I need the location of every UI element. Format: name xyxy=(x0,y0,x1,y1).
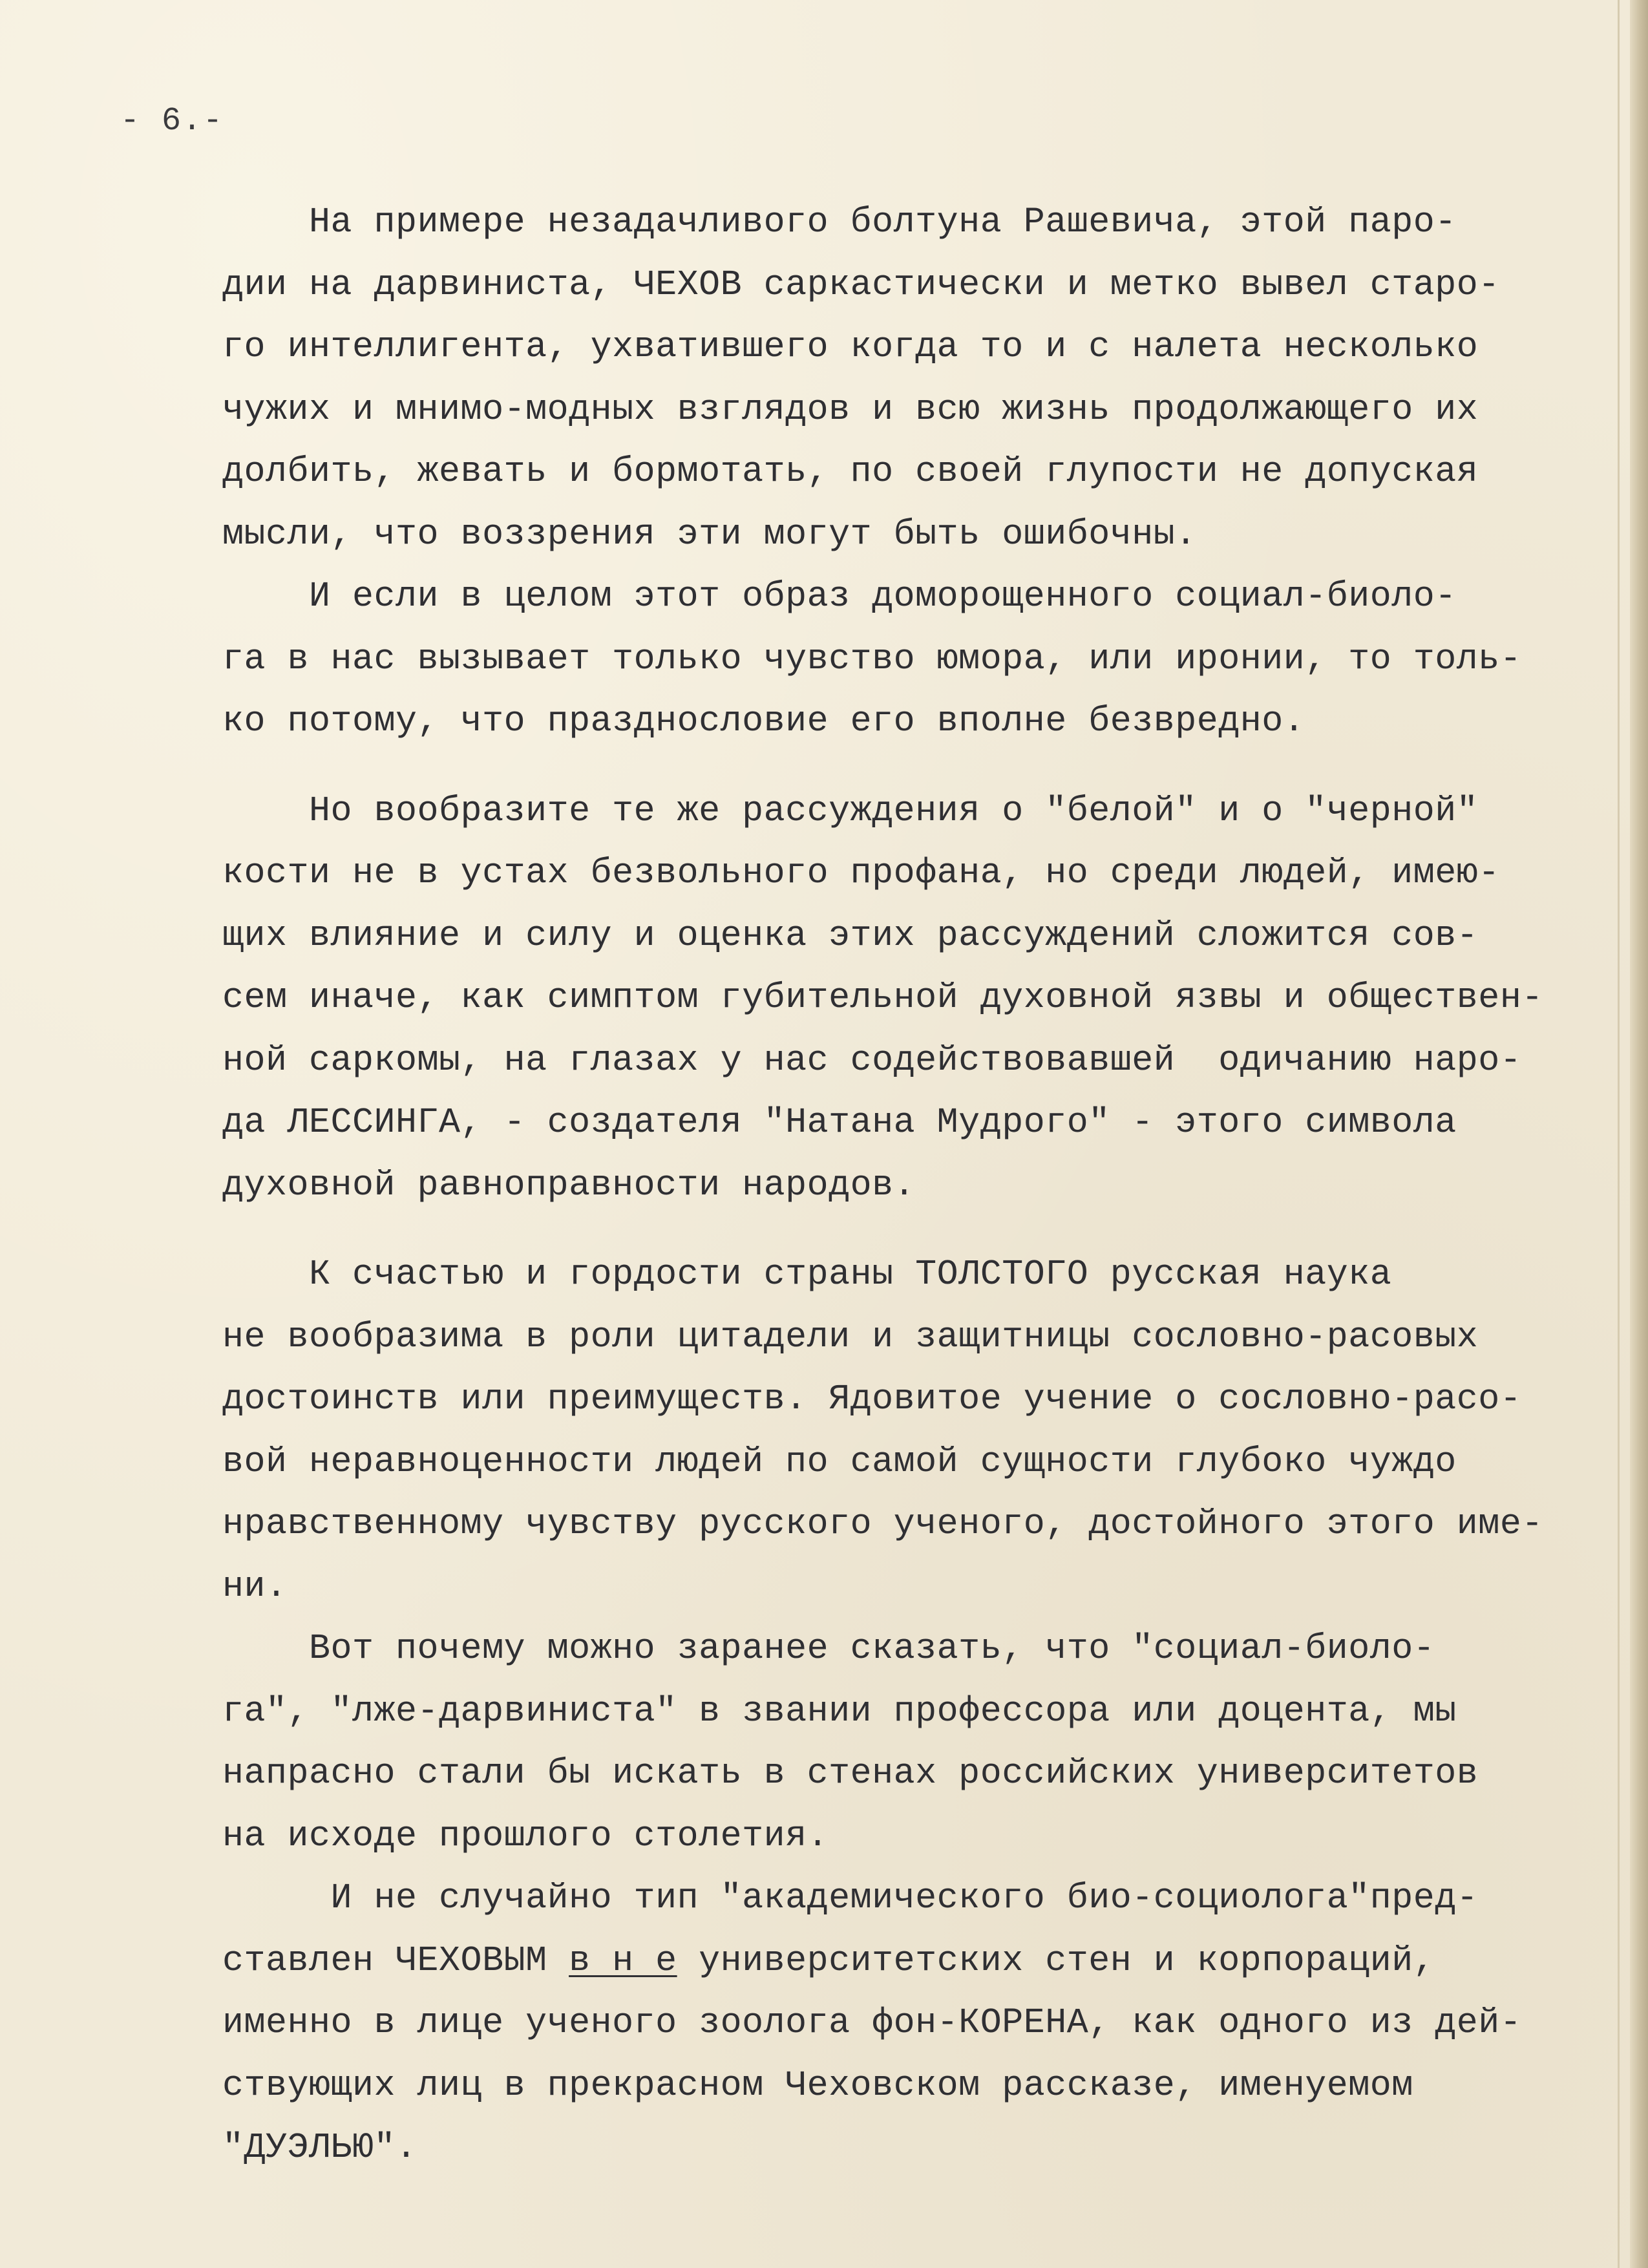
paragraph-3 xyxy=(222,780,1560,1217)
text-line: да ЛЕССИНГА, - создателя "Натана Мудрого" - этого символа xyxy=(222,1102,1457,1143)
text-line: чужих и мнимо-модных взглядов и всю жизнь продолжающего их xyxy=(222,388,1479,430)
emph-after: университетских стен и корпораций, xyxy=(677,1940,1435,1981)
text-line: га в нас вызывает только чувство юмора, или иронии, то толь- xyxy=(222,638,1522,679)
text-line: На примере незадачливого болтуна Рашевича, этой паро- xyxy=(222,202,1457,242)
paragraph-2 xyxy=(222,566,1560,753)
text-line: не вообразима в роли цитадели и защитницы сословно-расовых xyxy=(222,1316,1479,1357)
paragraph-6 xyxy=(222,1867,1560,2179)
text-line: вой неравноценности людей по самой сущности глубоко чуждо xyxy=(222,1441,1457,1482)
document-body xyxy=(222,191,1560,2179)
text-line: нравственному чувству русского ученого, достойного этого име- xyxy=(222,1503,1543,1544)
paragraph-gap xyxy=(222,753,1560,780)
text-line: Вот почему можно заранее сказать, что "социал-биоло- xyxy=(222,1628,1435,1669)
text-line: К счастью и гордости страны ТОЛСТОГО русская наука xyxy=(222,1254,1392,1295)
text-line: напрасно стали бы искать в стенах российских университетов xyxy=(222,1753,1479,1794)
text-line: кости не в устах безвольного профана, но среди людей, имею- xyxy=(222,853,1500,893)
page-edge-line xyxy=(1618,0,1620,2268)
text-line: га", "лже-дарвиниста" в звании профессора или доцента, мы xyxy=(222,1690,1457,1732)
text-line: ной саркомы, на глазах у нас содействовавшей одичанию наро- xyxy=(222,1039,1522,1081)
underlined-emphasis: в н е xyxy=(569,1940,677,1981)
text-line: ко потому, что празднословие его вполне безвредно. xyxy=(222,701,1305,741)
text-line: щих влияние и силу и оценка этих рассуждений сложится сов- xyxy=(222,915,1479,956)
text-line: ни. xyxy=(222,1565,288,1607)
text-line: И если в целом этот образ доморощенного социал-биоло- xyxy=(222,576,1457,617)
text-line: го интеллигента, ухватившего когда то и с налета несколько xyxy=(222,326,1479,367)
text-line: достоинств или преимуществ. Ядовитое учение о сословно-расо- xyxy=(222,1379,1522,1419)
paragraph-gap xyxy=(222,1216,1560,1244)
paragraph-5 xyxy=(222,1618,1560,1867)
text-line: духовной равноправности народов. xyxy=(222,1164,916,1205)
paragraph-4 xyxy=(222,1244,1560,1618)
text-line: дии на дарвиниста, ЧЕХОВ саркастически и метко вывел старо- xyxy=(222,264,1500,305)
text-line: "ДУЭЛЬЮ". xyxy=(222,2127,417,2168)
page-number: - 6.- xyxy=(120,103,224,140)
text-line: долбить, жевать и бормотать, по своей глупости не допуская xyxy=(222,451,1479,492)
text-line: Но вообразите те же рассуждения о "белой" и о "черной" xyxy=(222,790,1479,831)
page-edge-shadow xyxy=(1630,0,1648,2268)
text-line-emphasis xyxy=(222,1930,1560,1993)
text-line: сем иначе, как симптом губительной духовной язвы и обществен- xyxy=(222,977,1543,1018)
emph-before: ставлен ЧЕХОВЫМ xyxy=(222,1940,569,1981)
text-line: ствующих лиц в прекрасном Чеховском рассказе, именуемом xyxy=(222,2064,1413,2106)
text-line: мысли, что воззрения эти могут быть ошибочны. xyxy=(222,513,1197,555)
text-line: именно в лице ученого зоолога фон-КОРЕНА, как одного из дей- xyxy=(222,2002,1522,2043)
paragraph-1 xyxy=(222,191,1560,566)
text-line: на исходе прошлого столетия. xyxy=(222,1815,829,1856)
text-line: И не случайно тип "академического био-социолога"пред- xyxy=(222,1878,1479,1918)
